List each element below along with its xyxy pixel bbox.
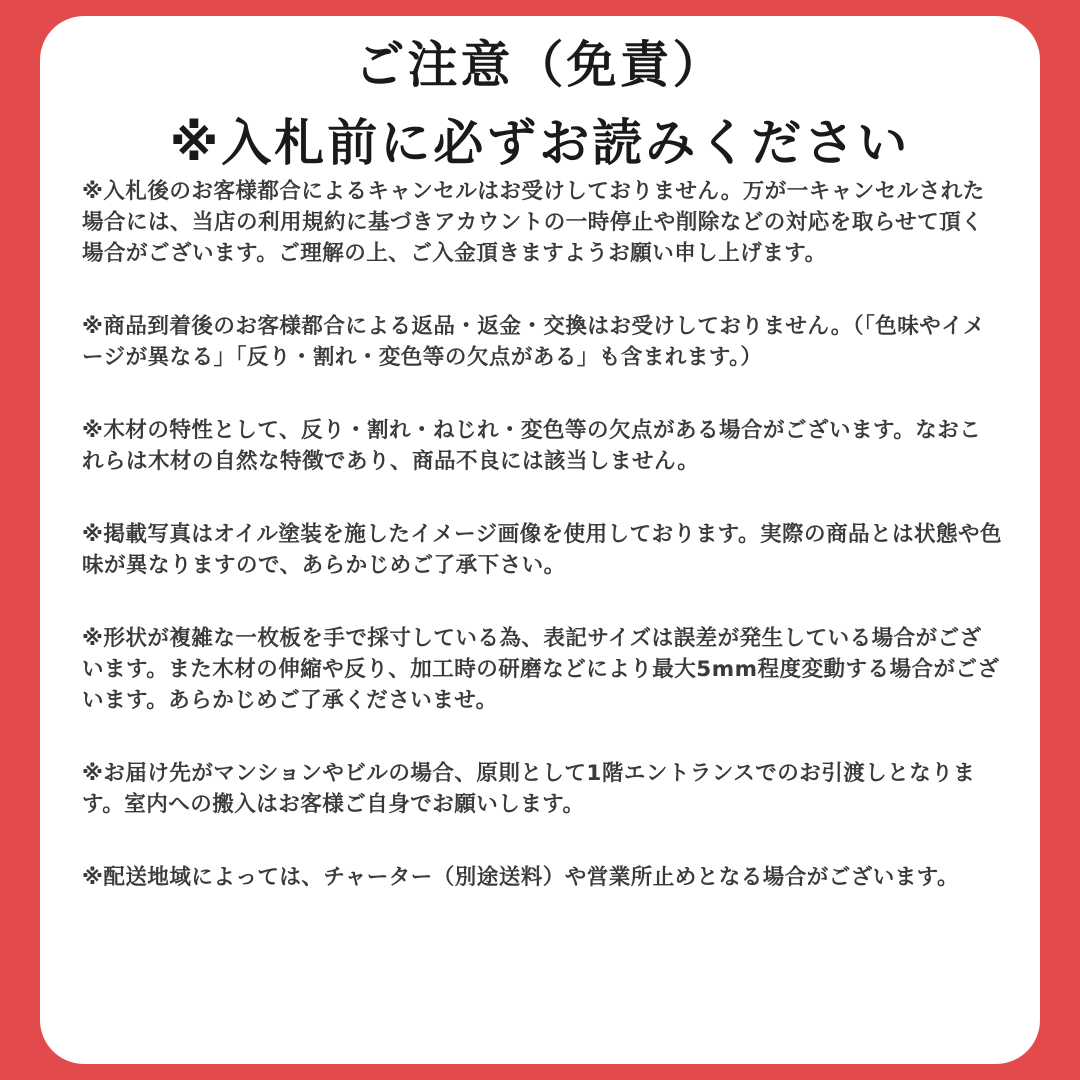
notice-wood-characteristics: ※木材の特性として、反り・割れ・ねじれ・変色等の欠点がある場合がございます。なおこれらは木材の自然な特徴であり、商品不良には該当しません。	[82, 418, 982, 474]
notice-list	[82, 176, 1002, 893]
notice-cancellation: ※入札後のお客様都合によるキャンセルはお受けしておりません。万が一キャンセルされた場合には、当店の利用規約に基づきアカウントの一時停止や削除などの対応を取らせて頂く場合がございます。ご理解の上、ご入金頂きますようお願い申し上げます。	[82, 179, 985, 266]
page-subtitle: ※入札前に必ずお読みください	[169, 114, 911, 172]
notice-delivery: ※お届け先がマンションやビルの場合、原則として1階エントランスでのお引渡しとなります。室内への搬入はお客様ご自身でお願いします。	[82, 761, 976, 817]
notice-returns: ※商品到着後のお客様都合による返品・返金・交換はお受けしておりません。（「色味やイメージが異なる」「反り・割れ・変色等の欠点がある」も含まれます。）	[82, 314, 985, 370]
notice-card	[40, 16, 1040, 1064]
notice-measurements: ※形状が複雑な一枚板を手で採寸している為、表記サイズは誤差が発生している場合がございます。また木材の伸縮や反り、加工時の研磨などにより最大5mm程度変動する場合がございます。あらかじめご了承くださいませ。	[82, 626, 1000, 713]
notice-photos: ※掲載写真はオイル塗装を施したイメージ画像を使用しております。実際の商品とは状態や色味が異なりますので、あらかじめご了承下さい。	[82, 522, 1002, 578]
page-title: ご注意（免責）	[354, 36, 726, 94]
notice-shipping-area: ※配送地域によっては、チャーター（別途送料）や営業所止めとなる場合がございます。	[82, 865, 960, 890]
